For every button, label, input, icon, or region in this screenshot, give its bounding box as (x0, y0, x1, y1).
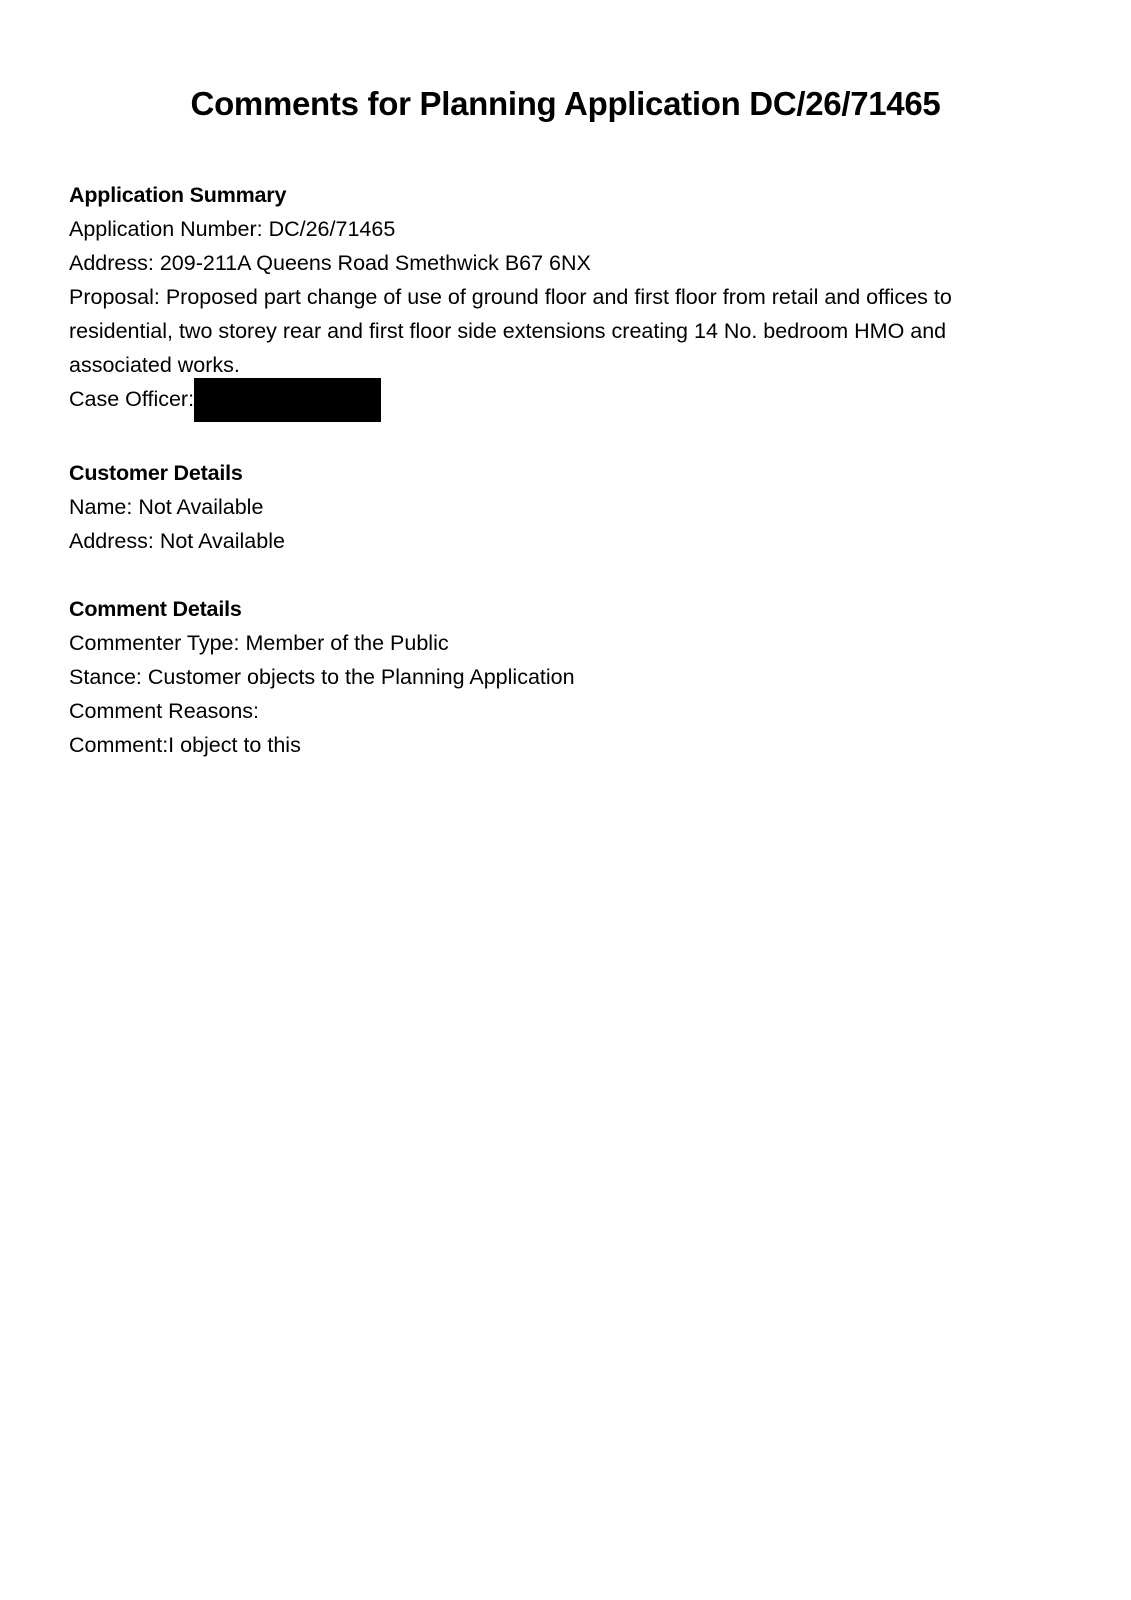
stance-value: Customer objects to the Planning Application (147, 665, 575, 689)
stance-field (69, 660, 1069, 694)
case-officer-label: Case Officer: (69, 387, 195, 411)
customer-name-label: Name: (69, 495, 139, 519)
comment-reasons-label: Comment Reasons: (69, 699, 259, 723)
comment-field (69, 728, 1069, 762)
application-address-field (69, 246, 1069, 280)
case-officer-field (69, 382, 1069, 422)
comment-value: I object to this (168, 733, 301, 757)
customer-address-label: Address: (69, 529, 160, 553)
document-body (69, 178, 1069, 762)
application-address-label: Address: (69, 251, 160, 275)
proposal-value: Proposed part change of use of ground floor and first floor from retail and offices to residential, two storey rear and first floor side extensions creating 14 No. bedroom HMO and associated works. (69, 285, 952, 377)
comment-label: Comment: (69, 733, 169, 757)
comment-details-heading: Comment Details (69, 597, 242, 621)
customer-details-heading: Customer Details (69, 461, 243, 485)
proposal-field (69, 280, 1029, 382)
customer-name-field (69, 490, 1069, 524)
stance-label: Stance: (69, 665, 148, 689)
application-number-field (69, 212, 1069, 246)
application-number-label: Application Number: (69, 217, 269, 241)
page-title: Comments for Planning Application DC/26/71465 (190, 85, 941, 122)
redaction-block (194, 378, 381, 422)
customer-name-value: Not Available (138, 495, 264, 519)
comment-details-section (69, 592, 1069, 762)
customer-address-value: Not Available (159, 529, 285, 553)
proposal-label: Proposal: (69, 285, 166, 309)
application-summary-heading: Application Summary (69, 183, 287, 207)
commenter-type-value: Member of the Public (245, 631, 449, 655)
commenter-type-field (69, 626, 1069, 660)
commenter-type-label: Commenter Type: (69, 631, 246, 655)
application-summary-section (69, 178, 1069, 422)
customer-address-field (69, 524, 1069, 558)
application-number-value: DC/26/71465 (268, 217, 396, 241)
application-address-value: 209-211A Queens Road Smethwick B67 6NX (159, 251, 591, 275)
comment-reasons-field (69, 694, 1069, 728)
customer-details-section (69, 456, 1069, 558)
